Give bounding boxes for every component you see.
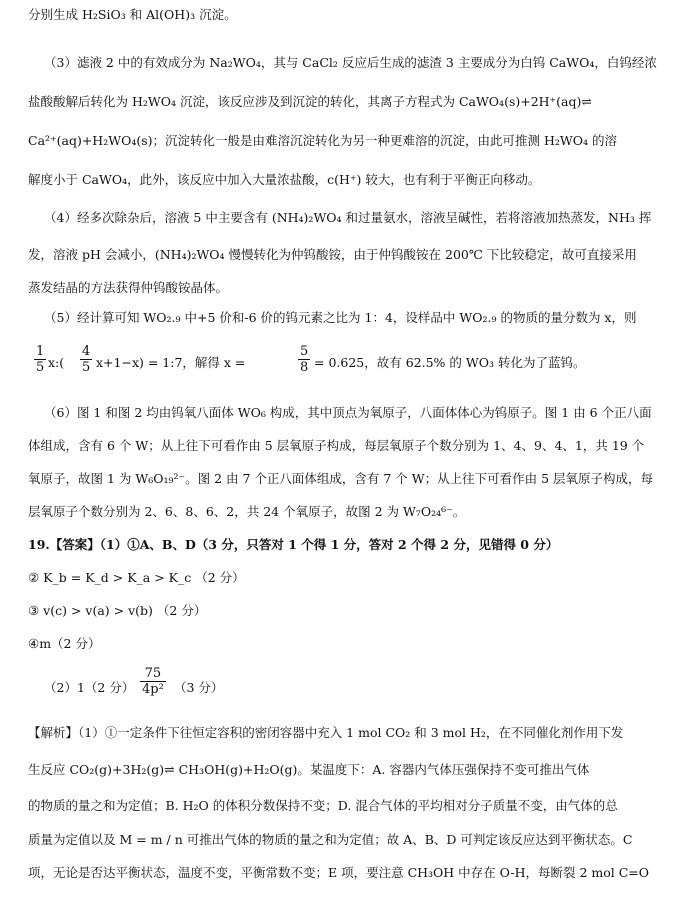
answer-text: （3 分） bbox=[174, 680, 224, 695]
answer-line: ④m（2 分） bbox=[28, 636, 101, 651]
text-line: Ca²⁺(aq)+H₂WO₄(s)；沉淀转化一般是由难溶沉淀转化为另一种更难溶的沉淀，由此可推测 H₂WO₄ 的溶 bbox=[28, 133, 617, 148]
answer-line: ② K_b = K_d > K_a > K_c （2 分） bbox=[28, 570, 245, 585]
fraction bbox=[80, 344, 92, 375]
text-line: 发，溶液 pH 会减小，(NH₄)₂WO₄ 慢慢转化为仲钨酸铵，由于仲钨酸铵在 200℃ 下比较稳定，故可直接采用 bbox=[28, 247, 637, 262]
text-line: 氧原子，故图 1 为 W₆O₁₉²⁻。图 2 由 7 个正八面体组成，含有 7 个 W；从上往下可看作由 5 层氧原子构成，每 bbox=[28, 471, 654, 486]
fraction-numerator: 1 bbox=[36, 344, 45, 359]
analysis-line: 项，无论是否达平衡状态，温度不变，平衡常数不变；E 项，要注意 CH₃OH 中存在 O-H，每断裂 2 mol C=O bbox=[28, 865, 650, 880]
answer-text: （2）1（2 分） bbox=[44, 680, 135, 695]
text-line: 层氧原子个数分别为 2、6、8、6、2，共 24 个氧原子，故图 2 为 W₇O₂₄⁶⁻。 bbox=[28, 504, 466, 519]
fraction-denominator: 8 bbox=[300, 360, 309, 375]
text-line: 盐酸酸解后转化为 H₂WO₄ 沉淀，该反应涉及到沉淀的转化，其离子方程式为 CaWO₄(s)+2H⁺(aq)⇌ bbox=[28, 94, 592, 109]
text-line: （3）滤液 2 中的有效成分为 Na₂WO₄，其与 CaCl₂ 反应后生成的滤渣 3 主要成分为白钨 CaWO₄，白钨经浓 bbox=[44, 55, 657, 70]
text-line: （5）经计算可知 WO₂.₉ 中+5 价和-6 价的钨元素之比为 1：4，设样品中 WO₂.₉ 的物质的量分数为 x，则 bbox=[44, 310, 637, 325]
fraction bbox=[140, 666, 166, 697]
text-line: 解度小于 CaWO₄，此外，该反应中加入大量浓盐酸，c(H⁺) 较大，也有利于平衡正向移动。 bbox=[28, 172, 541, 187]
analysis-line: 质量为定值以及 M = m / n 可推出气体的物质的量之和为定值；故 A、B、D 可判定该反应达到平衡状态。C bbox=[28, 832, 633, 847]
fraction-denominator: 5 bbox=[36, 360, 45, 375]
text-line: 体组成，含有 6 个 W；从上往下可看作由 5 层氧原子构成，每层氧原子个数分别为 1、4、9、4、1，共 19 个 bbox=[28, 438, 645, 453]
fraction-numerator: 75 bbox=[140, 666, 166, 682]
fraction bbox=[34, 344, 46, 375]
answer-heading: 19.【答案】（1）①A、B、D（3 分，只答对 1 个得 1 分，答对 2 个得 2 分，见错得 0 分） bbox=[28, 537, 559, 552]
analysis-line: 【解析】（1）①一定条件下往恒定容积的密闭容器中充入 1 mol CO₂ 和 3 mol H₂，在不同催化剂作用下发 bbox=[28, 725, 624, 740]
analysis-line: 生反应 CO₂(g)+3H₂(g)⇌ CH₃OH(g)+H₂O(g)。某温度下：A. 容器内气体压强保持不变可推出气体 bbox=[28, 762, 590, 777]
text-line: （4）经多次除杂后，溶液 5 中主要含有 (NH₄)₂WO₄ 和过量氨水，溶液呈碱性，若将溶液加热蒸发，NH₃ 挥 bbox=[44, 210, 652, 225]
text-line: 蒸发结晶的方法获得仲钨酸铵晶体。 bbox=[28, 280, 229, 295]
text-line: 分别生成 H₂SiO₃ 和 Al(OH)₃ 沉淀。 bbox=[28, 7, 237, 22]
fraction bbox=[298, 344, 310, 375]
fraction-numerator: 5 bbox=[300, 344, 309, 359]
fraction-denominator: 4p² bbox=[142, 682, 164, 697]
text-line: （6）图 1 和图 2 均由钨氧八面体 WO₆ 构成，其中顶点为氧原子，八面体体心为钨原子。图 1 由 6 个正八面 bbox=[44, 405, 652, 420]
calc-text: = 0.625，故有 62.5% 的 WO₃ 转化为了蓝钨。 bbox=[314, 355, 586, 370]
fraction-numerator: 4 bbox=[82, 344, 91, 359]
analysis-line: 的物质的量之和为定值；B. H₂O 的体积分数保持不变；D. 混合气体的平均相对分子质量不变，由气体的总 bbox=[28, 798, 618, 813]
answer-line: ③ v(c) > v(a) > v(b) （2 分） bbox=[28, 603, 207, 618]
fraction-denominator: 5 bbox=[82, 360, 91, 375]
calc-text: x:( bbox=[48, 355, 65, 370]
calc-text: x+1−x) = 1:7，解得 x = bbox=[96, 355, 246, 370]
